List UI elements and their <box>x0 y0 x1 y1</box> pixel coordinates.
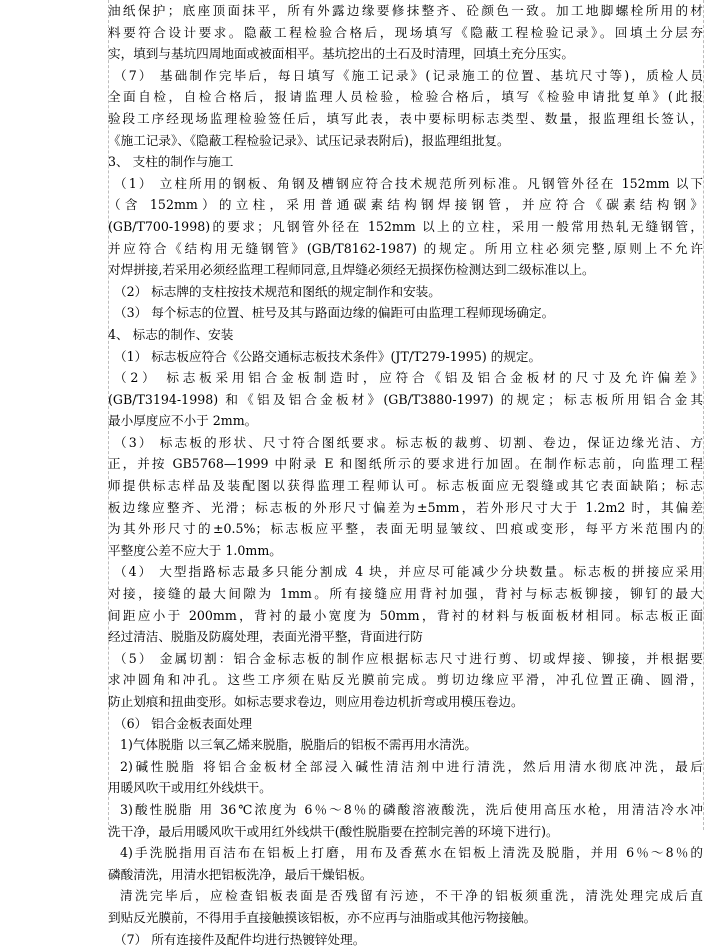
text-line: （6） 铝合金板表面处理 <box>114 715 252 731</box>
document-body <box>108 0 703 950</box>
text-line: 间距应小于 200mm，背衬的最小宽度为 50mm，背衬的材料与板面板材相同。标志板正面 <box>108 607 703 623</box>
text-line: （5） 金属切割：铝合金标志板的制作应根据标志尺寸进行剪、切或焊接、铆接，并根据要 <box>114 650 703 666</box>
text-line: 油纸保护；底座顶面抹平，所有外露边缘要修抹整齐、砼颜色一致。加工地脚螺栓所用的材 <box>108 3 703 18</box>
text-line: (GB/T3194-1998) 和《铝及铝合金板材》(GB/T3880-1997) 的规定；标志板所用铝合金其 <box>108 391 703 407</box>
text-line: （2） 标志板采用铝合金板制造时，应符合《铝及铝合金板材的尺寸及允许偏差》 <box>114 370 703 386</box>
text-line: 3、 支柱的制作与施工 <box>108 154 234 170</box>
text-line: 实，填到与基坑四周地面或被面相平。基坑挖出的土石及时清理，回填土充分压实。 <box>108 46 574 62</box>
text-line: 防止划痕和扭曲变形。如标志要求卷边，则应用卷边机折弯或用模压卷边。 <box>108 694 524 709</box>
text-line: （7） 基础制作完毕后，每日填写《施工记录》(记录施工的位置、基坑尺寸等)，质检人员 <box>114 67 703 83</box>
text-line: （2） 标志牌的支柱按技术规范和图纸的规定制作和安装。 <box>114 283 441 299</box>
text-line: 用暖风吹干或用红外线烘干。 <box>108 780 272 796</box>
text-line: 4)手洗脱指用百洁布在铝板上打磨，用布及香蕉水在铝板上清洗及脱脂，并用 6％～8％的 <box>120 845 703 861</box>
text-line: 2)碱性脱脂 将铝合金板材全部浸入碱性清洁剂中进行清洗，然后用清水彻底冲洗，最后 <box>120 758 703 774</box>
text-line: 求冲圆角和冲孔。这些工序须在贴反光膜前完成。剪切边缘应平滑，冲孔位置正确、圆滑， <box>108 672 703 688</box>
right-margin-guide <box>703 0 704 830</box>
text-line: 磷酸清洗，用清水把铝板洗净，最后干燥铝板。 <box>108 866 373 882</box>
text-line: 1)气体脱脂 以三氧乙烯来脱脂，脱脂后的铝板不需再用水清洗。 <box>120 737 477 753</box>
text-line: 3)酸性脱脂 用 36℃浓度为 6％～8％的磷酸溶液酸洗，洗后使用高压水枪，用清洁冷水冲 <box>120 801 703 817</box>
text-line: 师提供标志样品及装配图以获得监理工程师认可。标志板面应无裂缝或其它表面缺陷；标志 <box>108 478 703 494</box>
text-line: （7） 所有连接件及配件均进行热镀锌处理。 <box>114 931 366 947</box>
text-line: (GB/T700-1998)的要求；凡钢管外径在 152mm 以上的立柱，采用一般常用热轧无缝钢管， <box>108 218 703 234</box>
text-line: （1） 立柱所用的钢板、角钢及槽钢应符合技术规范所列标准。凡钢管外径在 152mm 以下 <box>114 175 703 191</box>
text-line: 经过清洁、脱脂及防腐处理，表面光滑平整，背面进行防 <box>108 629 423 645</box>
text-line: （4） 大型指路标志最多只能分割成 4 块，并应尽可能减少分块数量。标志板的拼接应采用 <box>114 564 703 580</box>
text-line: 并应符合《结构用无缝钢管》(GB/T8162-1987) 的规定。所用立柱必须完整,原则上不允许 <box>108 240 703 256</box>
text-line: 洗干净，最后用暖风吹干或用红外线烘干(酸性脱脂要在控制完善的环境下进行)。 <box>108 823 559 839</box>
text-line: （3） 每个标志的位置、桩号及其与路面边缘的偏距可由监理工程师现场确定。 <box>114 305 555 321</box>
text-line: 正，并按 GB5768—1999 中附录 E 和图纸所示的要求进行加固。在制作标志前，向监理工程 <box>108 456 703 472</box>
text-line: 对接，接缝的最大间隙为 1mm。所有接缝应用背衬加强，背衬与标志板铆接，铆钉的最大 <box>108 586 703 602</box>
text-line: 全面自检，自检合格后，报请监理人员检验，检验合格后，填写《检验申请批复单》(此报 <box>108 89 703 105</box>
text-line: （3） 标志板的形状、尺寸符合图纸要求。标志板的裁剪、切割、卷边，保证边缘光洁、方 <box>114 434 703 450</box>
text-line: 料要符合设计要求。隐蔽工程检验合格后，现场填写《隐蔽工程检验记录》。回填土分层夯 <box>108 24 703 40</box>
text-line: 为其外形尺寸的±0.5%；标志板应平整，表面无明显皱纹、凹痕或变形，每平方米范围内的 <box>108 521 703 537</box>
text-line: 清洗完毕后，应检查铝板表面是否残留有污迹，不干净的铝板须重洗，清洗处理完成后直 <box>120 888 703 904</box>
text-line: 最小厚度应不小于 2mm。 <box>108 413 258 429</box>
text-line: 平整度公差不应大于 1.0mm。 <box>108 542 282 558</box>
text-line: （含 152mm）的立柱，采用普通碳素结构钢焊接钢管，并应符合《碳素结构钢》 <box>108 197 703 213</box>
text-line: 验段工序经现场监理检验签任后，填写此表，表中要标明标志类型、数量，报监理组长签认， <box>108 110 703 126</box>
text-line: 《施工记录》、《隐蔽工程检验记录》、试压记录表附后)，报监理组批复。 <box>108 132 510 148</box>
text-line: 对焊拼接,若采用必须经监理工程师同意,且焊缝必须经无损探伤检测达到二级标准以上。 <box>108 262 595 278</box>
text-line: （1） 标志板应符合《公路交通标志板技术条件》(JT/T279-1995) 的规定。 <box>114 348 542 364</box>
text-line: 到贴反光膜前，不得用手直接触摸该铝板，亦不应再与油脂或其他污物接触。 <box>108 909 537 925</box>
text-line: 4、 标志的制作、安装 <box>108 326 234 342</box>
text-line: 板边缘应整齐、光滑；标志板的外形尺寸偏差为±5mm，若外形尺寸大于 1.2m2 时，其偏差 <box>108 499 703 515</box>
